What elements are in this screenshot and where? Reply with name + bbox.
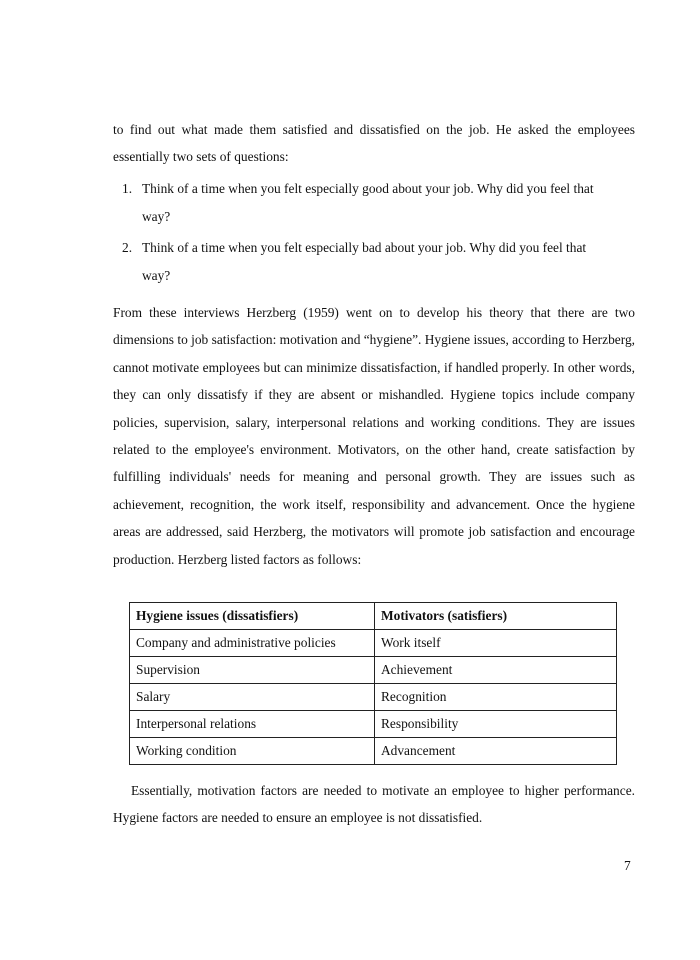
table-header-motivators: Motivators (satisfiers) [375, 603, 617, 630]
list-item [113, 234, 614, 290]
page-number: 7 [624, 858, 631, 873]
table-cell: Supervision [130, 657, 375, 684]
table-cell: Advancement [375, 738, 617, 765]
table-cell: Interpersonal relations [130, 711, 375, 738]
list-item-number: 1. [122, 181, 133, 196]
table-row [130, 630, 617, 657]
list-item-text: Think of a time when you felt especially bad about your job. Why did you feel that way? [142, 240, 587, 283]
table-row [130, 711, 617, 738]
factors-table [129, 602, 617, 765]
table-row [130, 657, 617, 684]
list-item [113, 175, 614, 231]
intro-paragraph: to find out what made them satisfied and dissatisfied on the job. He asked the employees essentially two sets of questions: [113, 122, 635, 165]
table-header-row [130, 603, 617, 630]
table-cell: Working condition [130, 738, 375, 765]
table-cell: Recognition [375, 684, 617, 711]
table-cell: Salary [130, 684, 375, 711]
table-cell: Company and administrative policies [130, 630, 375, 657]
table-cell: Work itself [375, 630, 617, 657]
table-cell: Achievement [375, 657, 617, 684]
questions-list [113, 175, 635, 293]
list-item-text: Think of a time when you felt especially good about your job. Why did you feel that way? [142, 181, 594, 224]
theory-paragraph: From these interviews Herzberg (1959) went on to develop his theory that there are two dimensions to job satisfaction: motivation and “hygiene”. Hygiene issues, according to Herzberg, cannot motivate employees but can minimize dissatisfaction, if handled properly. In other words, they can only dissatisfy if they are absent or mishandled. Hygiene topics include company policies, supervision, salary, interpersonal relations and working conditions. They are issues related to the employee's environment. Motivators, on the other hand, create satisfaction by fulfilling individuals' needs for meaning and personal growth. They are issues such as achievement, recognition, the work itself, responsibility and advancement. Once the hygiene areas are addressed, said Herzberg, the motivators will promote job satisfaction and encourage production. Herzberg listed factors as follows: [113, 305, 635, 567]
closing-paragraph: Essentially, motivation factors are needed to motivate an employee to higher performance. Hygiene factors are needed to ensure an employee is not dissatisfied. [113, 783, 635, 826]
table-row [130, 738, 617, 765]
list-item-number: 2. [122, 240, 133, 255]
table-header-hygiene: Hygiene issues (dissatisfiers) [130, 603, 375, 630]
table-cell: Responsibility [375, 711, 617, 738]
table-row [130, 684, 617, 711]
